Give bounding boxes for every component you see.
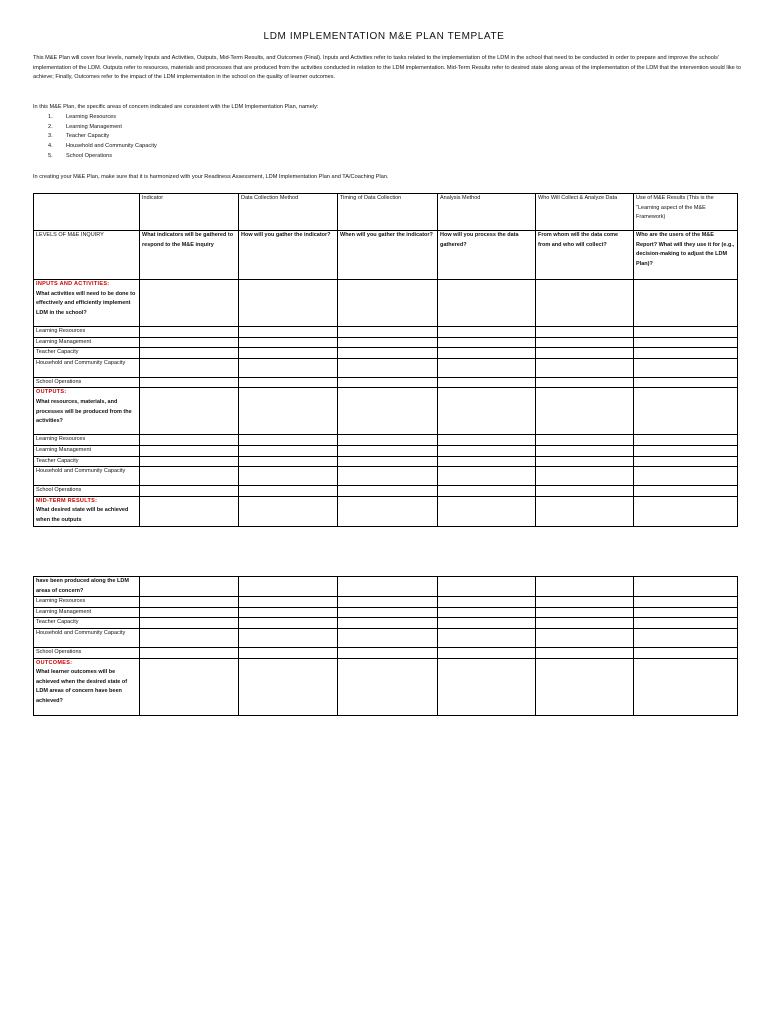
table-cell[interactable] bbox=[140, 348, 239, 359]
table-cell[interactable] bbox=[536, 658, 634, 715]
table-cell[interactable] bbox=[140, 496, 239, 526]
table-cell[interactable] bbox=[338, 577, 438, 597]
table-cell[interactable] bbox=[438, 327, 536, 338]
area-cell: Household and Community Capacity bbox=[34, 467, 140, 486]
table-cell[interactable] bbox=[140, 607, 239, 618]
table-cell[interactable] bbox=[634, 628, 738, 647]
table-cell[interactable] bbox=[438, 618, 536, 629]
table-row bbox=[34, 280, 738, 327]
table-row bbox=[34, 658, 738, 715]
table-cell[interactable] bbox=[438, 445, 536, 456]
table-cell[interactable] bbox=[634, 597, 738, 608]
table-row bbox=[34, 445, 738, 456]
table-cell: From whom will the data come from and who will collect? bbox=[536, 231, 634, 280]
table-cell[interactable] bbox=[338, 607, 438, 618]
table-guide-row bbox=[34, 231, 738, 280]
page-title: LDM IMPLEMENTATION M&E PLAN TEMPLATE bbox=[263, 31, 505, 42]
harmonize-note: In creating your M&E Plan, make sure that it is harmonized with your Readiness Assessment, LDM Implementation Plan and TA/Coaching Plan. bbox=[33, 174, 389, 180]
table-cell[interactable] bbox=[438, 647, 536, 658]
table-cell[interactable] bbox=[338, 445, 438, 456]
table-cell[interactable] bbox=[634, 607, 738, 618]
area-cell: Learning Resources bbox=[34, 327, 140, 338]
table-row bbox=[34, 467, 738, 486]
table-cell[interactable] bbox=[634, 445, 738, 456]
table-row bbox=[34, 496, 738, 526]
table-row bbox=[34, 456, 738, 467]
table-cell[interactable] bbox=[239, 445, 338, 456]
table-header-cell: Data Collection Method bbox=[239, 194, 338, 231]
table-cell[interactable] bbox=[239, 388, 338, 435]
table-cell[interactable] bbox=[634, 496, 738, 526]
table-cell[interactable] bbox=[140, 647, 239, 658]
table-cell[interactable] bbox=[239, 486, 338, 497]
level-label: OUTPUTS: bbox=[36, 389, 67, 396]
table-row bbox=[34, 618, 738, 629]
table-cell[interactable] bbox=[140, 327, 239, 338]
table-cell[interactable] bbox=[140, 388, 239, 435]
table-cell[interactable] bbox=[634, 358, 738, 377]
table-cell[interactable] bbox=[536, 467, 634, 486]
table-cell[interactable] bbox=[438, 467, 536, 486]
level-label: INPUTS AND ACTIVITIES: bbox=[36, 281, 110, 287]
table-cell[interactable] bbox=[634, 388, 738, 435]
table-header-cell: Indicator bbox=[140, 194, 239, 231]
table-cell[interactable] bbox=[536, 597, 634, 608]
table-cell[interactable] bbox=[438, 280, 536, 327]
table-cell[interactable] bbox=[338, 597, 438, 608]
table-cell[interactable] bbox=[140, 377, 239, 388]
table-cell: LEVELS OF M&E INQUIRY bbox=[34, 231, 140, 280]
table-header-cell: Use of M&E Results (This is the "Learning aspect of the M&E Framework) bbox=[634, 194, 738, 231]
table-cell[interactable] bbox=[140, 456, 239, 467]
level-label: OUTCOMES: bbox=[36, 659, 73, 666]
table-cell[interactable] bbox=[634, 467, 738, 486]
table-cell[interactable] bbox=[239, 456, 338, 467]
table-row bbox=[34, 607, 738, 618]
table-cell[interactable] bbox=[536, 280, 634, 327]
table-cell[interactable] bbox=[338, 280, 438, 327]
table-cell[interactable] bbox=[239, 377, 338, 388]
list-item: 1. Learning Resources bbox=[48, 114, 117, 120]
table-header-cell: Who Will Collect & Analyze Data bbox=[536, 194, 634, 231]
table-cell[interactable] bbox=[634, 486, 738, 497]
area-cell: Learning Management bbox=[34, 337, 140, 348]
level-cell bbox=[34, 280, 140, 327]
area-cell: Household and Community Capacity bbox=[34, 358, 140, 377]
table-cell[interactable] bbox=[140, 486, 239, 497]
area-cell: School Operations bbox=[34, 647, 140, 658]
table-cell[interactable] bbox=[438, 358, 536, 377]
level-question: What resources, materials, and processes will be produced from the activities? bbox=[36, 398, 132, 425]
table-row bbox=[34, 327, 738, 338]
table-cell[interactable] bbox=[536, 358, 634, 377]
table-cell[interactable] bbox=[536, 577, 634, 597]
table-cell[interactable] bbox=[338, 618, 438, 629]
list-item: 2. Learning Management bbox=[48, 123, 122, 130]
area-cell: School Operations bbox=[34, 377, 140, 388]
table-cell[interactable] bbox=[140, 435, 239, 446]
table-cell[interactable] bbox=[536, 327, 634, 338]
table-cell[interactable] bbox=[536, 496, 634, 526]
table-header-cell: Analysis Method bbox=[438, 194, 536, 231]
table-cell[interactable] bbox=[239, 327, 338, 338]
table-cell[interactable] bbox=[239, 467, 338, 486]
table-cell[interactable] bbox=[536, 486, 634, 497]
table-cell[interactable] bbox=[634, 618, 738, 629]
table-cell[interactable] bbox=[338, 647, 438, 658]
list-item: 4. Household and Community Capacity bbox=[48, 143, 157, 150]
table-cell[interactable] bbox=[536, 377, 634, 388]
table-cell[interactable] bbox=[438, 435, 536, 446]
table-cell[interactable] bbox=[239, 647, 338, 658]
table-cell[interactable] bbox=[536, 647, 634, 658]
table-cell[interactable] bbox=[140, 358, 239, 377]
level-question: have been produced along the LDM areas of concern? bbox=[34, 577, 140, 597]
table-cell[interactable] bbox=[239, 280, 338, 327]
table-cell[interactable] bbox=[438, 496, 536, 526]
table-row bbox=[34, 348, 738, 359]
table-row bbox=[34, 377, 738, 388]
table-cell[interactable] bbox=[536, 456, 634, 467]
table-row bbox=[34, 597, 738, 608]
table-row bbox=[34, 486, 738, 497]
table-header-cell: Timing of Data Collection bbox=[338, 194, 438, 231]
table-cell[interactable] bbox=[338, 628, 438, 647]
table-cell[interactable] bbox=[140, 577, 239, 597]
table-cell[interactable] bbox=[438, 456, 536, 467]
table-cell[interactable] bbox=[634, 280, 738, 327]
area-cell: Learning Resources bbox=[34, 597, 140, 608]
table-cell[interactable] bbox=[140, 597, 239, 608]
table-header-cell bbox=[34, 194, 140, 231]
table-cell[interactable] bbox=[338, 496, 438, 526]
table-cell[interactable] bbox=[536, 348, 634, 359]
table-cell[interactable] bbox=[634, 658, 738, 715]
level-question: What learner outcomes will be achieved when the desired state of LDM areas of concern have been achieved? bbox=[36, 669, 128, 704]
table-cell[interactable] bbox=[239, 628, 338, 647]
table-cell[interactable] bbox=[634, 435, 738, 446]
table-cell[interactable] bbox=[634, 647, 738, 658]
table-header-row bbox=[34, 194, 738, 231]
area-cell: Household and Community Capacity bbox=[34, 628, 140, 647]
table-row bbox=[34, 628, 738, 647]
area-cell: Learning Resources bbox=[34, 435, 140, 446]
table-cell[interactable] bbox=[338, 467, 438, 486]
table-cell[interactable] bbox=[338, 337, 438, 348]
table-cell[interactable] bbox=[239, 607, 338, 618]
areas-intro: In this M&E Plan, the specific areas of concern indicated are consistent with the LDM Implementation Plan, namely: bbox=[33, 104, 319, 110]
table-cell[interactable] bbox=[140, 445, 239, 456]
table-cell[interactable] bbox=[438, 337, 536, 348]
table-cell[interactable] bbox=[438, 388, 536, 435]
table-cell[interactable] bbox=[239, 577, 338, 597]
level-label: MID-TERM RESULTS: bbox=[36, 497, 98, 504]
table-cell[interactable] bbox=[239, 658, 338, 715]
table-cell: How will you gather the indicator? bbox=[239, 231, 338, 280]
area-cell: Learning Management bbox=[34, 445, 140, 456]
table-cell[interactable] bbox=[239, 435, 338, 446]
table-cell[interactable] bbox=[338, 348, 438, 359]
table-row bbox=[34, 435, 738, 446]
level-question: What activities will need to be done to effectively and efficiently implement LDM in the school? bbox=[36, 290, 136, 316]
table-cell[interactable] bbox=[536, 618, 634, 629]
table-cell[interactable] bbox=[338, 486, 438, 497]
table-cell[interactable] bbox=[338, 435, 438, 446]
level-cell bbox=[34, 496, 140, 526]
list-item: 5. School Operations bbox=[48, 152, 113, 159]
table-row bbox=[34, 358, 738, 377]
list-item: 3. Teacher Capacity bbox=[48, 133, 110, 140]
table-cell[interactable] bbox=[239, 618, 338, 629]
table-cell[interactable] bbox=[634, 337, 738, 348]
table-cell[interactable] bbox=[140, 337, 239, 348]
area-cell: Learning Management bbox=[34, 607, 140, 618]
table-cell[interactable] bbox=[338, 358, 438, 377]
table-cell[interactable] bbox=[338, 456, 438, 467]
level-cell bbox=[34, 658, 140, 715]
area-cell: Teacher Capacity bbox=[34, 348, 140, 359]
table-row bbox=[34, 388, 738, 435]
table-cell[interactable] bbox=[140, 658, 239, 715]
table-cell[interactable] bbox=[536, 628, 634, 647]
table-cell[interactable] bbox=[634, 327, 738, 338]
table-row bbox=[34, 337, 738, 348]
table-cell: Who are the users of the M&E Report? What will they use it for (e.g., decision-making to adjust the LDM Plan)? bbox=[634, 231, 738, 280]
area-cell: Teacher Capacity bbox=[34, 456, 140, 467]
table-cell[interactable] bbox=[338, 658, 438, 715]
level-question: What desired state will be achieved when the outputs bbox=[36, 507, 129, 523]
table-cell[interactable] bbox=[239, 597, 338, 608]
table-cell[interactable] bbox=[536, 607, 634, 618]
table-cell[interactable] bbox=[536, 435, 634, 446]
table-cell[interactable] bbox=[536, 445, 634, 456]
area-cell: Teacher Capacity bbox=[34, 618, 140, 629]
table-cell[interactable] bbox=[438, 348, 536, 359]
table-cell[interactable] bbox=[438, 628, 536, 647]
me-plan-table bbox=[33, 193, 738, 527]
table-cell: How will you process the data gathered? bbox=[438, 231, 536, 280]
table-row bbox=[34, 577, 738, 597]
table-cell[interactable] bbox=[634, 577, 738, 597]
table-cell[interactable] bbox=[536, 388, 634, 435]
table-cell[interactable] bbox=[338, 388, 438, 435]
intro-paragraph: This M&E Plan will cover four levels, namely Inputs and Activities, Outputs, Mid-Term Results, and Outcomes (Final). Inputs and Activities refer to tasks related to the implementation of the LDM in the school that need to be conducted in order to prepare and improve the schools' implementation of the LDM. Outputs refer to resources, materials and processes that are produced from the activities conducted in relation to the LDM implementation. Mid-Term Results refer to desired state along areas of the implementation of the LDM that the intervention would like to achieve; Finally, Outcomes refer to the impact of the LDM implementation in the school on the quality of learner outcomes. bbox=[33, 55, 741, 81]
table-cell[interactable] bbox=[634, 348, 738, 359]
table-cell: What indicators will be gathered to respond to the M&E inquiry bbox=[140, 231, 239, 280]
table-cell[interactable] bbox=[140, 280, 239, 327]
table-cell[interactable] bbox=[140, 628, 239, 647]
areas-list bbox=[48, 113, 157, 162]
table-cell[interactable] bbox=[438, 607, 536, 618]
table-cell[interactable] bbox=[438, 577, 536, 597]
table-cell: When will you gather the indicator? bbox=[338, 231, 438, 280]
table-row bbox=[34, 647, 738, 658]
me-plan-table-continued bbox=[33, 576, 738, 716]
table-cell[interactable] bbox=[239, 496, 338, 526]
table-cell[interactable] bbox=[438, 658, 536, 715]
table-cell[interactable] bbox=[438, 486, 536, 497]
table-cell[interactable] bbox=[239, 337, 338, 348]
table-cell[interactable] bbox=[338, 377, 438, 388]
table-cell[interactable] bbox=[634, 456, 738, 467]
table-cell[interactable] bbox=[438, 597, 536, 608]
table-cell[interactable] bbox=[239, 358, 338, 377]
table-cell[interactable] bbox=[536, 337, 634, 348]
table-cell[interactable] bbox=[338, 327, 438, 338]
level-cell bbox=[34, 388, 140, 435]
table-cell[interactable] bbox=[140, 618, 239, 629]
table-cell[interactable] bbox=[140, 467, 239, 486]
table-cell[interactable] bbox=[634, 377, 738, 388]
table-cell[interactable] bbox=[239, 348, 338, 359]
table-cell[interactable] bbox=[438, 377, 536, 388]
area-cell: School Operations bbox=[34, 486, 140, 497]
